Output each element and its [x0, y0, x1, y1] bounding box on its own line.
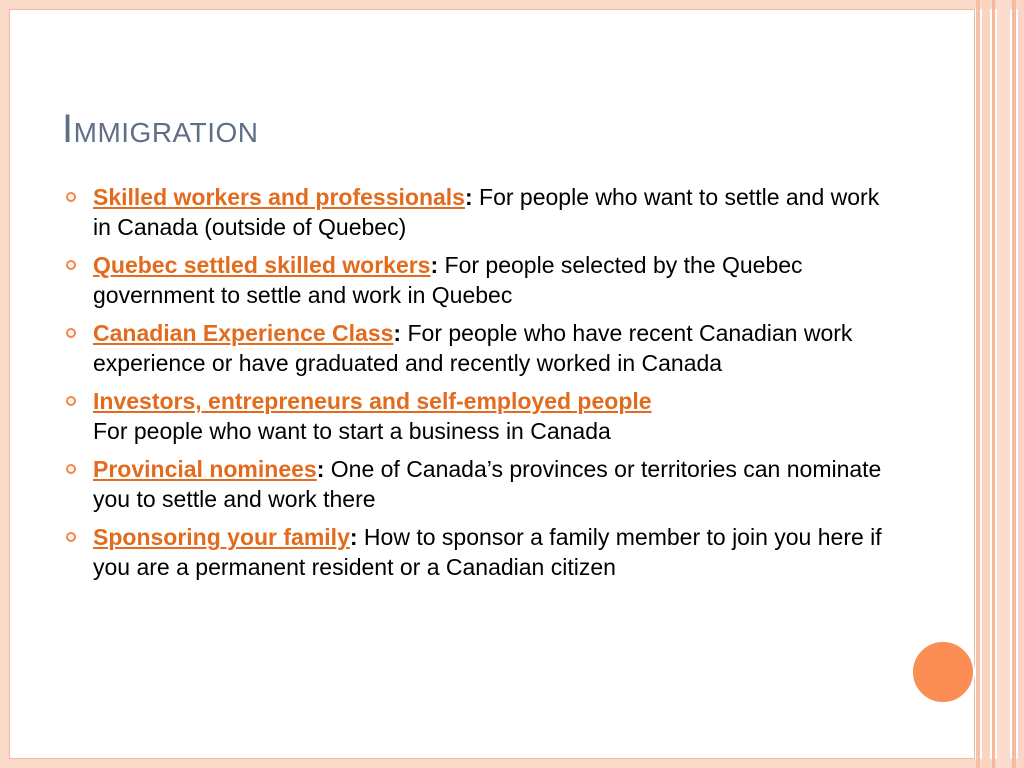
circle-outline-icon	[66, 328, 76, 338]
bullet-separator: :	[316, 456, 325, 482]
bullet-item	[66, 250, 886, 310]
bullet-item	[66, 386, 886, 446]
frame-border-top	[0, 0, 1024, 9]
bullet-description: For people who want to start a business in Canada	[93, 418, 611, 444]
bullet-description: How to sponsor a family member to join you here if you are a permanent resident or a Canadian citizen	[93, 524, 882, 580]
frame-border-left	[0, 0, 9, 768]
bullet-item	[66, 318, 886, 378]
bullet-separator: :	[464, 184, 473, 210]
decorative-stripe	[1012, 0, 1016, 768]
bullet-link-sponsoring-family[interactable]: Sponsoring your family	[93, 524, 350, 550]
decorative-stripe	[992, 0, 995, 768]
slide-title: Immigration	[62, 107, 259, 151]
bullet-separator: :	[349, 524, 358, 550]
frame-border-bottom	[0, 759, 1024, 768]
circle-outline-icon	[66, 396, 76, 406]
decorative-stripe	[1018, 0, 1024, 768]
bullet-separator: :	[393, 320, 402, 346]
circle-outline-icon	[66, 532, 76, 542]
bullet-item	[66, 522, 886, 582]
bullet-list	[66, 182, 886, 590]
bullet-item	[66, 182, 886, 242]
bullet-description: For people selected by the Quebec government to settle and work in Quebec	[93, 252, 803, 308]
circle-outline-icon	[66, 464, 76, 474]
bullet-link-investors[interactable]: Investors, entrepreneurs and self-employed people	[93, 388, 652, 414]
bullet-item	[66, 454, 886, 514]
circle-outline-icon	[66, 260, 76, 270]
decorative-stripe	[997, 0, 1010, 768]
bullet-link-provincial-nominees[interactable]: Provincial nominees	[93, 456, 317, 482]
bullet-description: For people who have recent Canadian work experience or have graduated and recently worked in Canada	[93, 320, 853, 376]
decorative-circle	[911, 640, 975, 704]
bullet-link-quebec-skilled-workers[interactable]: Quebec settled skilled workers	[93, 252, 431, 278]
decorative-stripe	[976, 0, 980, 768]
bullet-description: For people who want to settle and work in Canada (outside of Quebec)	[93, 184, 880, 240]
circle-outline-icon	[66, 192, 76, 202]
decorative-stripe	[982, 0, 990, 768]
bullet-separator: :	[430, 252, 439, 278]
bullet-description: One of Canada’s provinces or territories can nominate you to settle and work there	[93, 456, 882, 512]
bullet-link-canadian-experience-class[interactable]: Canadian Experience Class	[93, 320, 394, 346]
bullet-link-skilled-workers[interactable]: Skilled workers and professionals	[93, 184, 465, 210]
